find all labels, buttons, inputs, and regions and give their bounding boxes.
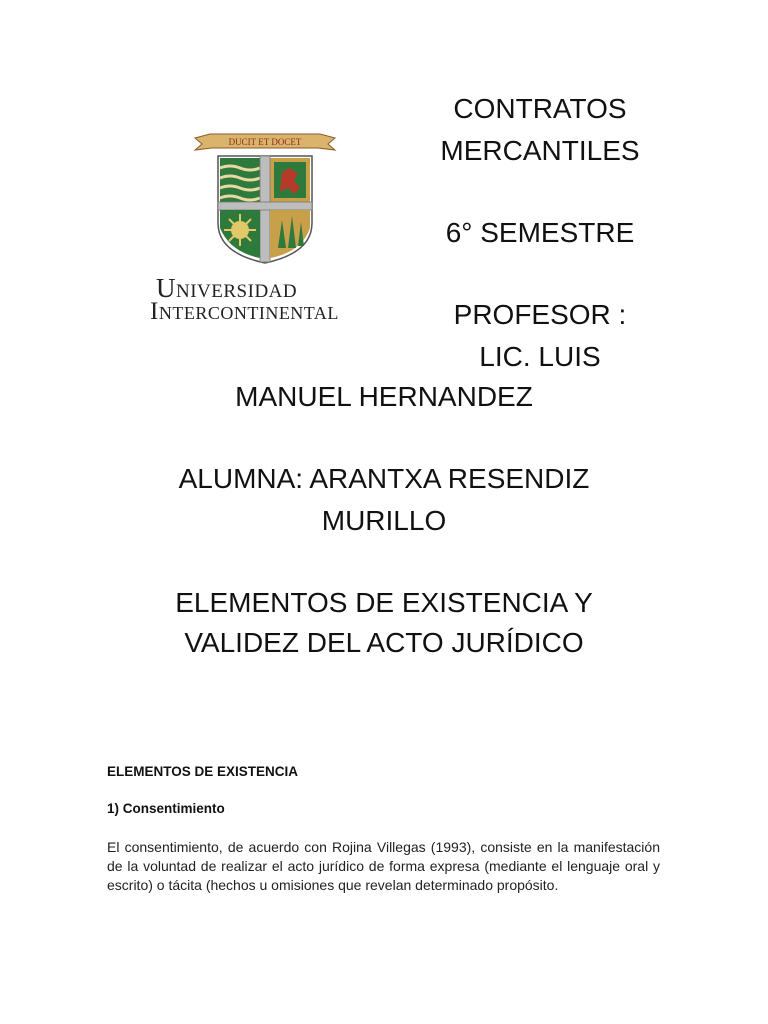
course-title-line2: MERCANTILES bbox=[440, 135, 640, 166]
document-title-line2: VALIDEZ DEL ACTO JURÍDICO bbox=[184, 627, 584, 658]
course-info bbox=[425, 88, 655, 378]
profesor-name-line2 bbox=[0, 376, 768, 418]
alumna-line1: ALUMNA: ARANTXA RESENDIZ bbox=[178, 463, 590, 494]
university-crest-icon bbox=[190, 128, 340, 268]
university-name bbox=[150, 273, 380, 325]
alumna-line2: MURILLO bbox=[321, 505, 447, 536]
crest-motto: DUCIT ET DOCET bbox=[228, 137, 302, 147]
document-title-line1: ELEMENTOS DE EXISTENCIA Y bbox=[175, 587, 593, 618]
course-title-line1: CONTRATOS bbox=[453, 93, 627, 124]
semester-label: 6° SEMESTRE bbox=[445, 217, 635, 248]
university-name-line2: Intercontinental bbox=[150, 298, 339, 325]
section-heading: ELEMENTOS DE EXISTENCIA bbox=[107, 764, 299, 779]
profesor-label: PROFESOR : bbox=[453, 299, 627, 330]
body-paragraph: El consentimiento, de acuerdo con Rojina Villegas (1993), consiste en la manifestación de la voluntad de realizar el acto jurídico de forma expresa (mediante el lenguaje oral y escrito) o tácita (hechos u omisiones que revelan determinado propósito. bbox=[107, 839, 660, 893]
profesor-name-line1: LIC. LUIS bbox=[479, 341, 601, 372]
subheading-consentimiento: 1) Consentimiento bbox=[107, 801, 225, 816]
profesor-name-line2-text: MANUEL HERNANDEZ bbox=[235, 381, 533, 412]
university-name-line1: Universidad bbox=[156, 273, 298, 303]
university-logo bbox=[150, 128, 380, 328]
